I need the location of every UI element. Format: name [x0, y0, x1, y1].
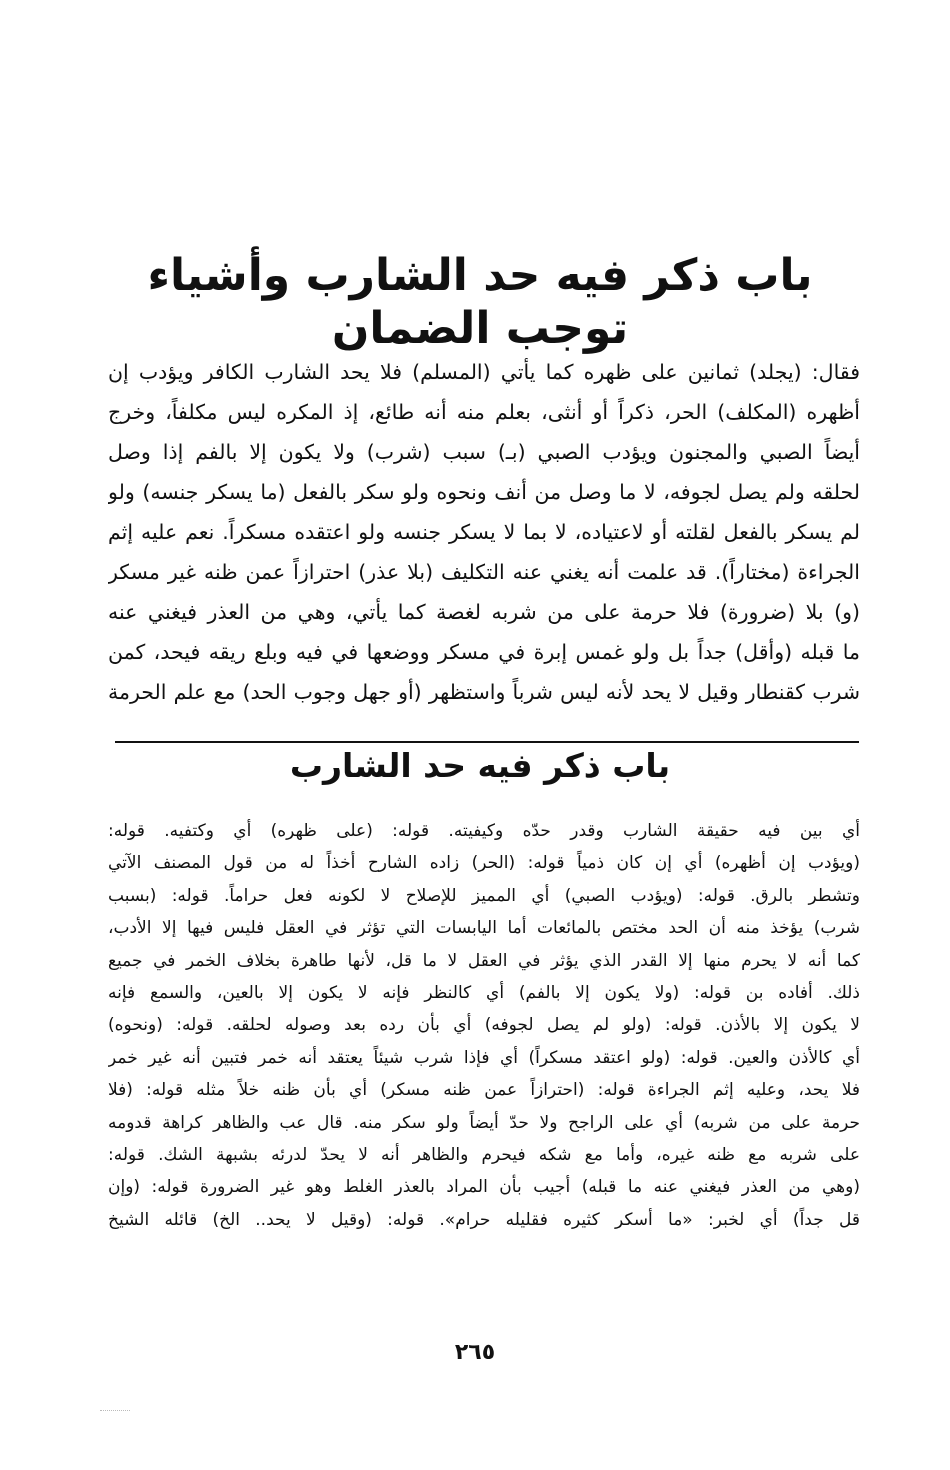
commentary-line: أي كالأذن والعين. قوله: (ولو اعتقد مسكراً) أي فإذا شرب شيئاً يعتقد أنه خمر فتبين أنه غير خمر	[108, 1047, 860, 1068]
scan-edge-mark	[100, 1410, 130, 1413]
commentary-line: ذلك. أفاده بن قوله: (ولا يكون إلا بالفم) أي كالنظر فإنه لا يكون إلا بالعين، والسمع فإنه	[108, 982, 860, 1003]
matn-line: الجراءة (مختاراً). قد علمت أنه يغني عنه التكليف (بلا عذر) احترازاً عمن ظنه غير مسكر	[108, 560, 860, 584]
matn-text-block	[108, 352, 860, 712]
commentary-line: وتشطر بالرق. قوله: (ويؤدب الصبي) أي المميز للإصلاح لا لكونه فعل حراماً. قوله: (بسبب	[108, 885, 860, 906]
commentary-line: (وهي من العذر فيغني عنه ما قبله) أجيب بأن المراد بالعذر الغلط وهو غير الضرورة قوله: (وإن	[108, 1177, 860, 1198]
matn-line: لم يسكر بالفعل لقلته أو لاعتياده، لا بما لا يسكر جنسه ولو اعتقده مسكراً. نعم عليه إثم	[108, 520, 860, 544]
commentary-line: فلا يحد، وعليه إثم الجراءة قوله: (احترازاً عمن ظنه مسكر) أي بأن ظنه خلاً مثله قوله: (فلا	[108, 1080, 860, 1101]
matn-line: (و) بلا (ضرورة) فلا حرمة على من شربه لغصة كما يأتي، وهي من العذر فيغني عنه	[108, 600, 860, 624]
commentary-line: حرمة على من شربه) أي على الراجح ولا حدّ أيضاً ولو سكر منه. قال عب والظاهر كراهة قدومه	[108, 1112, 860, 1133]
commentary-title: باب ذكر فيه حد الشارب	[289, 746, 671, 785]
commentary-text-block	[108, 815, 860, 1236]
commentary-line: أي بين فيه حقيقة الشارب وقدر حدّه وكيفيته. قوله: (على ظهره) أي وكتفيه. قوله:	[108, 821, 860, 841]
commentary-line: كما أنه لا يحرم منها إلا القدر الذي يؤثر في العقل لا ما قل، لأنها طاهرة بخلاف الخمر في جميع	[108, 950, 860, 971]
section-divider	[115, 741, 859, 743]
page-number: ٢٦٥	[454, 1340, 496, 1365]
commentary-line: (ويؤدب إن أظهره) أي إن كان ذمياً قوله: (الحر) زاده الشارح أخذاً له من قول المصنف الآتي	[108, 853, 860, 874]
matn-line: ما قبله (وأقل) جداً بل ولو غمس إبرة في مسكر ووضعها في فيه وبلع ريقه فيحد، كمن	[108, 640, 860, 664]
commentary-line: لا يكون إلا بالأذن. قوله: (ولو لم يصل لجوفه) أي بأن رده بعد وصوله لحلقه. قوله: (ونحوه)	[108, 1015, 860, 1036]
matn-line: فقال: (يجلد) ثمانين على ظهره كما يأتي (المسلم) فلا يحد الشارب الكافر ويؤدب إن	[108, 360, 860, 384]
commentary-line: شرب) يؤخذ منه أن الحد مختص بالمائعات أما اليابسات التي تؤثر في العقل فليس فيها إلا الأدب،	[108, 918, 860, 939]
commentary-line: على شربه مع ظنه غيره، وأما مع شكه فيحرم والظاهر أنه لا يحدّ لدرئه بشبهة الشك. قوله:	[108, 1144, 860, 1165]
commentary-line: قل جداً) أي لخبر: «ما أسكر كثيره فقليله حرام». قوله: (وقيل لا يحد.. الخ) قائله الشيخ	[108, 1209, 860, 1230]
matn-line: شرب كقنطار وقيل لا يحد لأنه ليس شرباً واستظهر (أو جهل وجوب الحد) مع علم الحرمة	[108, 680, 860, 704]
matn-line: أيضاً الصبي والمجنون ويؤدب الصبي (بـ) سبب (شرب) ولا يكون إلا بالفم إذا وصل	[108, 440, 860, 464]
matn-line: لحلقه ولم يصل لجوفه، لا ما وصل من أنف ونحوه ولو سكر بالفعل (ما يسكر جنسه) ولو	[108, 480, 860, 504]
chapter-title: باب ذكر فيه حد الشارب وأشياء توجب الضمان	[147, 250, 813, 354]
matn-line: أظهره (المكلف) الحر، ذكراً أو أنثى، بعلم منه أنه طائع، إذ المكره ليس مكلفاً، وخرج	[108, 400, 860, 424]
